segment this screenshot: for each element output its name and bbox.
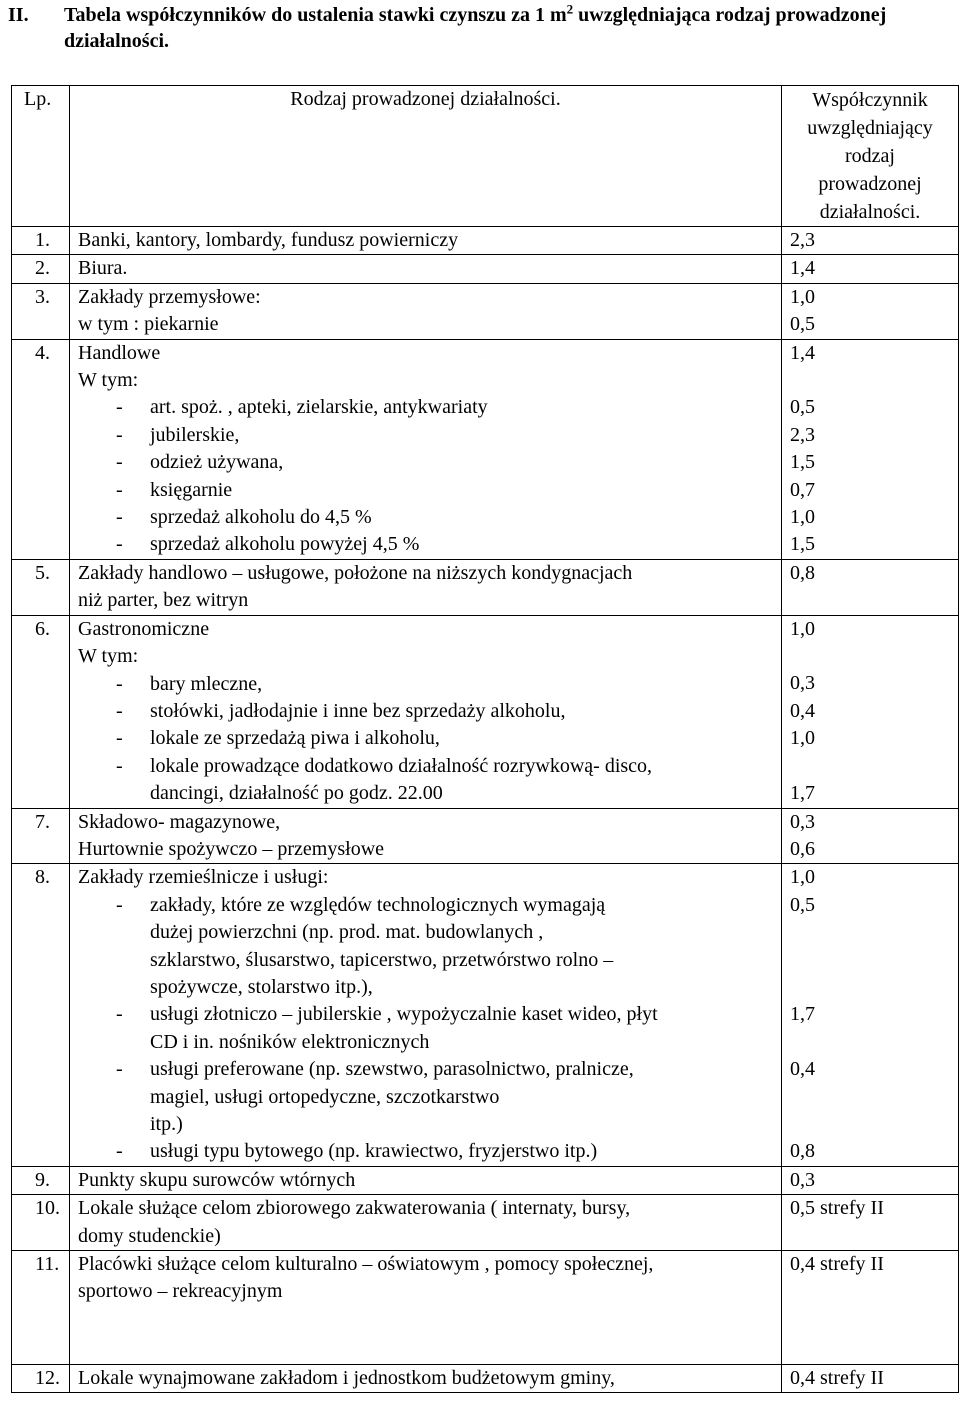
value-line: 1,5 (790, 451, 815, 474)
description-line: Zakłady przemysłowe: (78, 285, 261, 308)
value-line: 0,4 (790, 699, 815, 722)
list-item (78, 449, 781, 476)
value-line: 1,0 (790, 866, 815, 889)
value-line: 0,3 (790, 672, 815, 695)
row-number: 11. (12, 1251, 70, 1365)
dash-bullet: - (116, 396, 123, 419)
table-row (12, 1251, 959, 1365)
value-line: 1,0 (790, 617, 815, 640)
list-item (78, 1056, 781, 1083)
value-line (790, 1111, 958, 1138)
value-line: 0,4 (790, 1058, 815, 1081)
dash-bullet: - (116, 451, 123, 474)
list-item-text: jubilerskie, (150, 423, 240, 446)
list-item-text: usługi złotniczo – jubilerskie , wypożyczalnie kaset wideo, płyt (150, 1003, 658, 1026)
dash-bullet: - (116, 1003, 123, 1026)
value-line: 0,5 (790, 313, 815, 336)
value-line: 1,7 (790, 782, 815, 805)
coefficient-value (782, 559, 959, 615)
dash-bullet: - (116, 1058, 123, 1081)
activity-description (70, 1195, 782, 1251)
list-item (78, 1001, 781, 1028)
description-line: Handlowe (78, 341, 161, 364)
coefficient-value (782, 227, 959, 255)
description-line: W tym: (78, 369, 139, 392)
list-item (78, 422, 781, 449)
description-line: W tym: (78, 645, 139, 668)
row-number: 10. (12, 1195, 70, 1251)
list-item-text: bary mleczne, (150, 672, 263, 695)
header-lp: Lp. (12, 86, 70, 227)
list-item-text: zakłady, które ze względów technologicznych wymagają (150, 893, 606, 916)
value-line: 1,0 (790, 506, 815, 529)
activity-description (70, 339, 782, 559)
row-number: 3. (12, 283, 70, 339)
value-line (790, 974, 958, 1001)
coefficient-value (782, 615, 959, 808)
value-line (790, 947, 958, 974)
value-line: 0,5 (790, 893, 815, 916)
activity-description (70, 1251, 782, 1365)
table-row (12, 808, 959, 864)
list-item-text: odzież używana, (150, 451, 284, 474)
description-line: Placówki służące celom kulturalno – oświatowym , pomocy społecznej, (78, 1253, 654, 1276)
list-item (78, 531, 781, 558)
value-line: 0,7 (790, 478, 815, 501)
value-line: 0,4 strefy II (790, 1366, 884, 1389)
value-line: 1,0 (790, 285, 815, 308)
list-item (78, 753, 781, 780)
value-line: 1,0 (790, 727, 815, 750)
dash-bullet: - (116, 699, 123, 722)
section-title: Tabela współczynników do ustalenia stawki czynszu za 1 $m^2$ uwzględniająca rodzaj prowadzonej działalności. (64, 1, 887, 52)
coefficient-value (782, 1195, 959, 1251)
row-number: 6. (12, 615, 70, 808)
table-body (12, 227, 959, 1393)
coefficient-value (782, 1251, 959, 1365)
activity-description (70, 615, 782, 808)
coefficient-table (11, 85, 959, 1393)
activity-description (70, 1364, 782, 1392)
list-item-continuation: itp.) (150, 1113, 183, 1135)
dash-bullet: - (116, 727, 123, 750)
list-item-continuation: szklarstwo, ślusarstwo, tapicerstwo, przetwórstwo rolno – (150, 948, 614, 971)
superscript-2: 2 (566, 1, 574, 17)
value-line: 0,5 strefy II (790, 1197, 884, 1220)
description-line: Zakłady handlowo – usługowe, położone na niższych kondygnacjach (78, 561, 633, 584)
list-item-text: stołówki, jadłodajnie i inne bez sprzedaży alkoholu, (150, 699, 566, 722)
coefficient-value (782, 283, 959, 339)
list-item-text: księgarnie (150, 478, 233, 501)
description-line: Lokale służące celom zbiorowego zakwaterowania ( internaty, bursy, (78, 1197, 631, 1220)
dash-bullet: - (116, 893, 123, 916)
list-item-text: usługi preferowane (np. szewstwo, parasolnictwo, pralnicze, (150, 1058, 634, 1081)
dash-bullet: - (116, 423, 123, 446)
activity-description (70, 227, 782, 255)
value-line: 0,3 (790, 810, 815, 833)
coefficient-value (782, 339, 959, 559)
description-line: Biura. (78, 257, 128, 280)
description-line: Banki, kantory, lombardy, fundusz powierniczy (78, 229, 459, 251)
table-row (12, 255, 959, 283)
value-line (790, 1029, 958, 1056)
list-item-text: art. spoż. , apteki, zielarskie, antykwariaty (150, 396, 488, 419)
row-number: 4. (12, 339, 70, 559)
description-line: domy studenckie) (78, 1224, 221, 1247)
row-number: 8. (12, 864, 70, 1166)
header-coefficient: Współczynnik uwzględniający rodzaj prowadzonej działalności. (782, 86, 959, 227)
table-row (12, 283, 959, 339)
value-line (790, 1084, 958, 1111)
table-row (12, 1195, 959, 1251)
coefficient-value (782, 808, 959, 864)
table-row (12, 227, 959, 255)
table-row (12, 339, 959, 559)
activity-description (70, 1166, 782, 1194)
dash-bullet: - (116, 478, 123, 501)
list-item-text: sprzedaż alkoholu do 4,5 % (150, 506, 372, 529)
value-line: 0,3 (790, 1168, 815, 1191)
description-line: Lokale wynajmowane zakładom i jednostkom budżetowym gminy, (78, 1366, 615, 1389)
row-number: 1. (12, 227, 70, 255)
description-line: sportowo – rekreacyjnym (78, 1280, 283, 1303)
description-line: niż parter, bez witryn (78, 589, 249, 612)
list-item (78, 892, 781, 919)
description-line: Hurtownie spożywczo – przemysłowe (78, 837, 385, 860)
table-row (12, 559, 959, 615)
value-line: 0,4 strefy II (790, 1253, 884, 1276)
list-item-text: lokale ze sprzedażą piwa i alkoholu, (150, 727, 440, 750)
value-line: 1,7 (790, 1003, 815, 1026)
header-activity-type: Rodzaj prowadzonej działalności. (70, 86, 782, 227)
section-number: II. (8, 4, 29, 26)
list-item-continuation: dancingi, działalność po godz. 22.00 (150, 782, 443, 805)
list-item-text: lokale prowadzące dodatkowo działalność rozrywkową- disco, (150, 754, 653, 777)
list-item (78, 504, 781, 531)
list-item-continuation: spożywcze, stolarstwo itp.), (150, 975, 373, 998)
row-number: 12. (12, 1364, 70, 1392)
description-line: Gastronomiczne (78, 617, 210, 640)
coefficient-value (782, 255, 959, 283)
dash-bullet: - (116, 754, 123, 777)
dash-bullet: - (116, 1140, 123, 1163)
value-line (790, 919, 958, 946)
list-item (78, 394, 781, 421)
value-line: 1,4 (790, 257, 815, 280)
description-line: Składowo- magazynowe, (78, 810, 281, 833)
coefficient-value (782, 1166, 959, 1194)
list-item-text: sprzedaż alkoholu powyżej 4,5 % (150, 533, 420, 556)
value-line (790, 643, 958, 670)
activity-description (70, 808, 782, 864)
list-item-text: usługi typu bytowego (np. krawiectwo, fryzjerstwo itp.) (150, 1140, 598, 1163)
activity-description (70, 559, 782, 615)
table-row (12, 1364, 959, 1392)
list-item (78, 671, 781, 698)
value-line: 0,8 (790, 1140, 815, 1163)
value-line (790, 753, 958, 780)
list-item-continuation: dużej powierzchni (np. prod. mat. budowlanych , (150, 921, 544, 944)
value-line: 0,5 (790, 396, 815, 419)
list-item-continuation: CD i in. nośników elektronicznych (150, 1030, 430, 1053)
dash-bullet: - (116, 672, 123, 695)
value-line (790, 367, 958, 394)
value-line: 0,6 (790, 837, 815, 860)
row-number: 9. (12, 1166, 70, 1194)
list-item (78, 698, 781, 725)
blank-space (78, 1306, 781, 1364)
list-item (78, 1138, 781, 1165)
list-item-continuation: magiel, usługi ortopedyczne, szczotkarstwo (150, 1085, 500, 1108)
coefficient-value (782, 864, 959, 1166)
value-line: 0,8 (790, 561, 815, 584)
activity-description (70, 255, 782, 283)
list-item (78, 477, 781, 504)
row-number: 7. (12, 808, 70, 864)
table-header-row (12, 86, 959, 227)
description-line: Zakłady rzemieślnicze i usługi: (78, 866, 329, 889)
table-row (12, 864, 959, 1166)
row-number: 5. (12, 559, 70, 615)
description-line: Punkty skupu surowców wtórnych (78, 1168, 356, 1191)
description-line: w tym : piekarnie (78, 313, 219, 336)
activity-description (70, 283, 782, 339)
dash-bullet: - (116, 506, 123, 529)
value-line: 1,4 (790, 341, 815, 364)
value-line: 2,3 (790, 423, 815, 446)
coefficient-value (782, 1364, 959, 1392)
list-item (78, 725, 781, 752)
table-row (12, 1166, 959, 1194)
table-row (12, 615, 959, 808)
dash-bullet: - (116, 533, 123, 556)
activity-description (70, 864, 782, 1166)
value-line: 1,5 (790, 533, 815, 556)
row-number: 2. (12, 255, 70, 283)
value-line: 2,3 (790, 229, 815, 251)
